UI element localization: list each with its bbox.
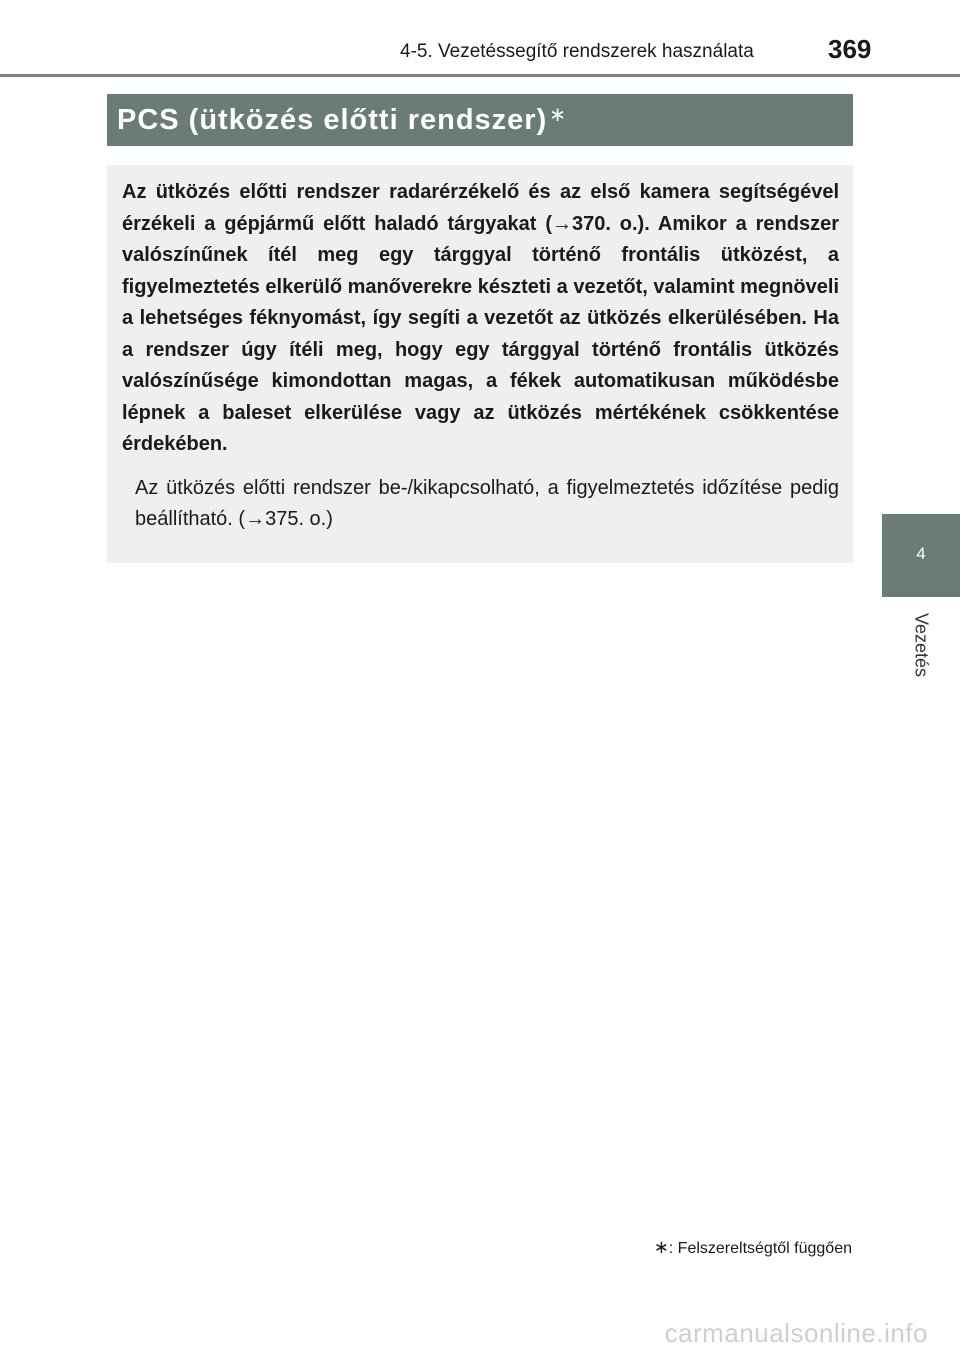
header-divider [0,74,960,77]
page-title-text: PCS (ütközés előtti rendszer) [117,104,548,136]
intro-paragraph: Az ütközés előtti rendszer radarérzékelő és az első kamera segítségével érzékeli a gépjármű előtt haladó tárgyakat (→370. o.). Amikor a rendszer valószínűnek ítél meg egy tárggyal történő frontális ütközést, a figyelmeztetés elkerülő manőverekre készteti a vezetőt, valamint megnöveli a lehetséges féknyomást, így segíti a vezetőt az ütközés elkerülésében. Ha a rendszer úgy ítéli meg, hogy egy tárggyal történő frontális ütközés valószínűsége kimondottan magas, a fékek automatikusan működésbe lépnek a baleset elkerülése vagy az ütközés mértékének csökkentése érdekében. [122,181,839,455]
watermark: carmanualsonline.info [664,1318,928,1348]
note-paragraph: Az ütközés előtti rendszer be-/kikapcsolható, a figyelmeztetés időzítése pedig beállítható. (→375. o.) [135,476,839,530]
info-box [107,165,853,563]
title-bar [107,94,853,146]
chapter-number: 4 [916,544,926,563]
section-heading: 4-5. Vezetéssegítő rendszerek használata [400,41,754,62]
footnote-asterisk-icon: ∗ [653,1237,669,1257]
asterisk-icon: ∗ [549,104,568,126]
page-number: 369 [828,34,872,64]
footnote [654,1237,852,1258]
chapter-label: Vezetés [911,612,932,678]
page-title [117,102,567,137]
footnote-text: : Felszereltségtől függően [668,1240,852,1257]
chapter-tab[interactable] [882,514,960,597]
